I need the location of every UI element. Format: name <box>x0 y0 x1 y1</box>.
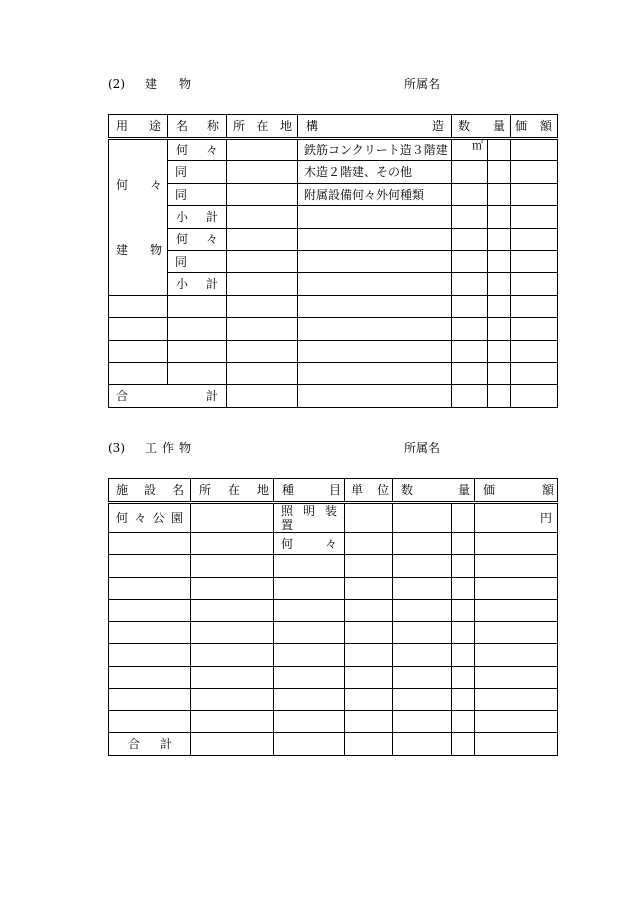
table-cell <box>109 295 168 317</box>
building-section-title: 建 物 <box>145 77 191 91</box>
quantity-sub-cell <box>488 273 511 295</box>
table-cell <box>109 318 168 340</box>
table-cell <box>393 666 452 688</box>
location-cell <box>227 251 298 273</box>
table-cell <box>191 577 274 599</box>
header-location: 所 在 地 <box>191 479 274 503</box>
table-cell <box>452 555 475 577</box>
total-row <box>109 733 558 755</box>
header-location: 所 在 地 <box>227 115 298 139</box>
quantity-sub-cell <box>452 503 475 533</box>
location-cell <box>227 183 298 205</box>
table-cell <box>345 577 393 599</box>
table-cell <box>168 295 227 317</box>
table-row <box>109 577 558 599</box>
table-cell <box>488 385 511 407</box>
total-label: 合 計 <box>109 733 191 755</box>
table-cell <box>274 711 345 733</box>
table-cell <box>345 599 393 621</box>
table-cell <box>227 340 298 362</box>
item-cell: 照 明 装 置 <box>274 503 345 533</box>
header-quantity: 数 量 <box>393 479 475 503</box>
table-row <box>109 622 558 644</box>
table-row <box>109 139 558 161</box>
quantity-cell <box>452 251 488 273</box>
header-unit: 単 位 <box>345 479 393 503</box>
table-cell <box>298 318 452 340</box>
table-cell <box>227 295 298 317</box>
table-row <box>109 340 558 362</box>
table-cell <box>274 644 345 666</box>
table-cell <box>298 295 452 317</box>
table-cell <box>109 622 191 644</box>
table-cell <box>274 599 345 621</box>
value-cell <box>511 273 558 295</box>
table-cell <box>227 385 298 407</box>
name-cell: 何 々 <box>168 228 227 250</box>
table-row <box>109 295 558 317</box>
structure-section-number: (3) <box>108 441 125 455</box>
unit-cell <box>345 533 393 555</box>
table-cell <box>191 733 274 755</box>
table-cell <box>274 622 345 644</box>
table-cell <box>191 644 274 666</box>
table-cell <box>227 363 298 385</box>
value-cell <box>511 206 558 228</box>
unit-cell <box>345 503 393 533</box>
table-cell <box>345 555 393 577</box>
structure-table-header-row <box>109 479 558 503</box>
location-cell <box>227 206 298 228</box>
table-cell <box>393 555 452 577</box>
quantity-cell <box>452 183 488 205</box>
table-cell <box>393 622 452 644</box>
table-cell <box>488 318 511 340</box>
table-row <box>109 688 558 710</box>
table-cell <box>393 733 452 755</box>
quantity-sub-cell <box>488 161 511 183</box>
table-cell <box>475 688 558 710</box>
table-cell <box>274 688 345 710</box>
table-cell <box>168 363 227 385</box>
building-table-header-row <box>109 115 558 139</box>
quantity-unit-cell: ㎡ <box>452 139 488 161</box>
table-cell <box>109 688 191 710</box>
table-cell <box>488 340 511 362</box>
structure-affiliation-label: 所属名 <box>404 441 441 455</box>
value-cell <box>511 183 558 205</box>
table-row <box>109 363 558 385</box>
table-cell <box>345 733 393 755</box>
table-cell <box>345 666 393 688</box>
table-cell <box>475 577 558 599</box>
quantity-cell <box>452 228 488 250</box>
table-cell <box>452 711 475 733</box>
table-cell <box>511 318 558 340</box>
total-label: 合 計 <box>109 385 227 407</box>
table-cell <box>452 385 488 407</box>
structure-table <box>108 478 558 756</box>
name-cell: 小 計 <box>168 206 227 228</box>
table-cell <box>191 555 274 577</box>
location-cell <box>227 273 298 295</box>
quantity-sub-cell <box>488 183 511 205</box>
table-cell <box>109 644 191 666</box>
table-cell <box>393 577 452 599</box>
quantity-cell <box>452 161 488 183</box>
table-cell <box>345 688 393 710</box>
table-row <box>109 666 558 688</box>
location-cell <box>191 533 274 555</box>
table-cell <box>452 295 488 317</box>
quantity-sub-cell <box>488 228 511 250</box>
table-cell <box>475 733 558 755</box>
building-section-number: (2) <box>108 77 125 91</box>
table-cell <box>511 363 558 385</box>
quantity-cell <box>452 273 488 295</box>
name-cell: 同 <box>168 161 227 183</box>
structure-cell <box>298 228 452 250</box>
header-value: 価 額 <box>511 115 558 139</box>
name-cell: 何 々 <box>168 139 227 161</box>
table-cell <box>109 599 191 621</box>
table-cell <box>227 318 298 340</box>
value-cell <box>511 161 558 183</box>
facility-cell: 何 々 公 園 <box>109 503 191 533</box>
header-item: 種 目 <box>274 479 345 503</box>
table-row <box>109 273 558 295</box>
table-cell <box>298 385 452 407</box>
total-row <box>109 385 558 407</box>
table-cell <box>452 622 475 644</box>
table-row <box>109 206 558 228</box>
value-cell <box>511 139 558 161</box>
structure-cell: 附属設備何々外何種類 <box>298 183 452 205</box>
structure-section-title: 工 作 物 <box>145 441 191 455</box>
table-row <box>109 503 558 533</box>
facility-cell <box>109 533 191 555</box>
table-cell <box>109 577 191 599</box>
table-row <box>109 228 558 250</box>
table-cell <box>393 711 452 733</box>
table-cell <box>298 340 452 362</box>
value-cell <box>475 533 558 555</box>
location-cell <box>227 161 298 183</box>
table-cell <box>168 340 227 362</box>
name-cell: 小 計 <box>168 273 227 295</box>
header-use: 用 途 <box>109 115 168 139</box>
table-row <box>109 599 558 621</box>
table-cell <box>393 599 452 621</box>
table-row <box>109 161 558 183</box>
header-quantity: 数 量 <box>452 115 511 139</box>
table-cell <box>274 666 345 688</box>
table-cell <box>475 599 558 621</box>
table-cell <box>393 644 452 666</box>
table-cell <box>109 363 168 385</box>
item-cell: 何 々 <box>274 533 345 555</box>
use-group-line2: 建 物 <box>116 243 162 257</box>
table-cell <box>452 318 488 340</box>
table-row <box>109 644 558 666</box>
building-table <box>108 114 558 408</box>
table-cell <box>274 577 345 599</box>
structure-cell: 鉄筋コンクリート造３階建 <box>298 139 452 161</box>
location-cell <box>191 503 274 533</box>
table-cell <box>452 363 488 385</box>
use-group-line1: 何 々 <box>116 178 162 192</box>
building-affiliation-label: 所属名 <box>404 77 441 91</box>
value-cell <box>511 251 558 273</box>
table-cell <box>109 711 191 733</box>
quantity-sub-cell <box>488 206 511 228</box>
table-cell <box>191 711 274 733</box>
quantity-sub-cell <box>452 533 475 555</box>
location-cell <box>227 139 298 161</box>
table-cell <box>488 295 511 317</box>
structure-cell <box>298 273 452 295</box>
table-row <box>109 183 558 205</box>
table-cell <box>298 363 452 385</box>
table-cell <box>168 318 227 340</box>
table-cell <box>191 688 274 710</box>
structure-cell <box>298 206 452 228</box>
table-row <box>109 251 558 273</box>
header-name: 名 称 <box>168 115 227 139</box>
name-cell: 同 <box>168 183 227 205</box>
table-cell <box>475 666 558 688</box>
table-row <box>109 555 558 577</box>
name-cell: 同 <box>168 251 227 273</box>
table-cell <box>191 622 274 644</box>
table-cell <box>109 340 168 362</box>
table-cell <box>511 385 558 407</box>
value-cell: 円 <box>475 503 558 533</box>
quantity-cell <box>393 503 452 533</box>
table-cell <box>511 340 558 362</box>
quantity-sub-cell <box>488 139 511 161</box>
table-cell <box>452 340 488 362</box>
header-value: 価 額 <box>475 479 558 503</box>
location-cell <box>227 228 298 250</box>
table-row <box>109 533 558 555</box>
header-facility: 施 設 名 <box>109 479 191 503</box>
table-cell <box>452 599 475 621</box>
table-cell <box>488 363 511 385</box>
table-cell <box>475 555 558 577</box>
quantity-cell <box>452 206 488 228</box>
table-cell <box>274 733 345 755</box>
table-cell <box>452 688 475 710</box>
table-cell <box>345 711 393 733</box>
table-cell <box>393 688 452 710</box>
table-cell <box>452 733 475 755</box>
table-cell <box>452 577 475 599</box>
table-cell <box>345 644 393 666</box>
quantity-sub-cell <box>488 251 511 273</box>
table-cell <box>452 644 475 666</box>
table-cell <box>511 295 558 317</box>
table-cell <box>191 599 274 621</box>
table-cell <box>274 555 345 577</box>
table-cell <box>191 666 274 688</box>
structure-cell: 木造２階建、その他 <box>298 161 452 183</box>
table-cell <box>109 666 191 688</box>
value-cell <box>511 228 558 250</box>
table-cell <box>345 622 393 644</box>
table-cell <box>109 555 191 577</box>
table-cell <box>475 622 558 644</box>
structure-cell <box>298 251 452 273</box>
use-group-cell <box>109 139 168 296</box>
table-cell <box>475 644 558 666</box>
header-structure: 構 造 <box>298 115 452 139</box>
table-row <box>109 318 558 340</box>
quantity-cell <box>393 533 452 555</box>
table-cell <box>475 711 558 733</box>
table-cell <box>452 666 475 688</box>
table-row <box>109 711 558 733</box>
